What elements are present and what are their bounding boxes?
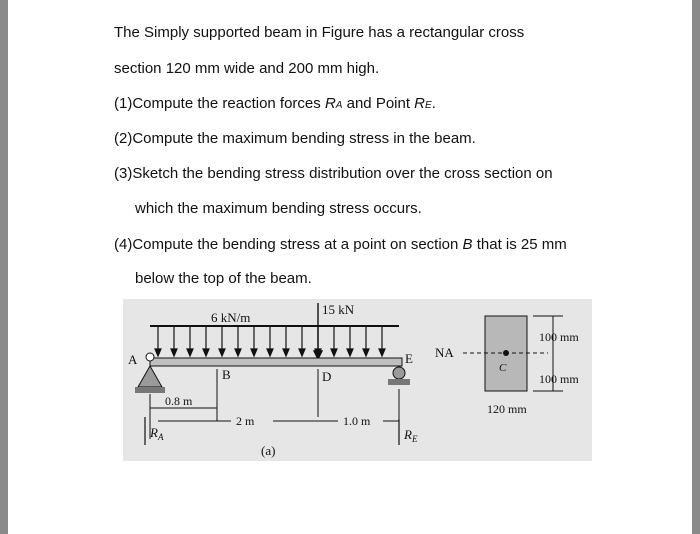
reaction-e-label: $R_E$: [404, 427, 418, 444]
question-4-line-2: below the top of the beam.: [135, 270, 312, 287]
point-load-arrow: [314, 303, 322, 359]
load-arrow-head: [363, 349, 369, 356]
height-bottom-label: 100 mm: [539, 372, 579, 386]
centroid-label: C: [499, 362, 507, 374]
label-b: B: [222, 367, 231, 382]
question-4-line-1: (4)Compute the bending stress at a point on section B that is 25 mm: [114, 236, 567, 253]
question-3-line-2: which the maximum bending stress occurs.: [135, 200, 422, 217]
width-label: 120 mm: [487, 402, 527, 416]
distributed-load-label: 6 kN/m: [211, 310, 251, 325]
intro-line-1: The Simply supported beam in Figure has a rectangular cross: [114, 24, 525, 41]
beam-diagram: [123, 299, 592, 461]
load-arrow-head: [331, 349, 337, 356]
load-arrow-head: [347, 349, 353, 356]
question-2: (2)Compute the maximum bending stress in the beam.: [114, 130, 476, 147]
roller-support-e: [388, 367, 410, 385]
dim-1: 1.0 m: [343, 414, 371, 428]
centroid-dot: [503, 350, 509, 356]
question-3-line-1: (3)Sketch the bending stress distribution over the cross section on: [114, 165, 553, 182]
height-top-label: 100 mm: [539, 330, 579, 344]
load-arrow-head: [171, 349, 177, 356]
load-arrow-head: [251, 349, 257, 356]
intro-line-2: section 120 mm wide and 200 mm high.: [114, 60, 380, 77]
load-arrow-head: [187, 349, 193, 356]
load-arrow-head: [299, 349, 305, 356]
label-d: D: [322, 369, 332, 384]
question-1: (1)Compute the reaction forces RA and Point RE.: [114, 95, 436, 112]
point-load-label: 15 kN: [322, 302, 355, 317]
document-page: [8, 0, 692, 534]
load-arrow-head: [203, 349, 209, 356]
dim-0-8: 0.8 m: [165, 394, 193, 408]
load-arrow-head: [219, 349, 225, 356]
distributed-load-arrows: [150, 326, 399, 356]
dim-2: 2 m: [236, 414, 255, 428]
load-arrow-head: [235, 349, 241, 356]
support-a-label: A: [128, 352, 138, 367]
load-arrow-head: [379, 349, 385, 356]
neutral-axis-label: NA: [435, 345, 454, 360]
figure-caption: (a): [261, 443, 276, 458]
reaction-a-label: $R_A$: [150, 425, 164, 442]
load-arrow-head: [267, 349, 273, 356]
load-arrow-head: [155, 349, 161, 356]
beam-figure: [123, 299, 592, 461]
load-arrow-head: [283, 349, 289, 356]
label-e: E: [405, 351, 413, 366]
beam: [150, 358, 402, 366]
